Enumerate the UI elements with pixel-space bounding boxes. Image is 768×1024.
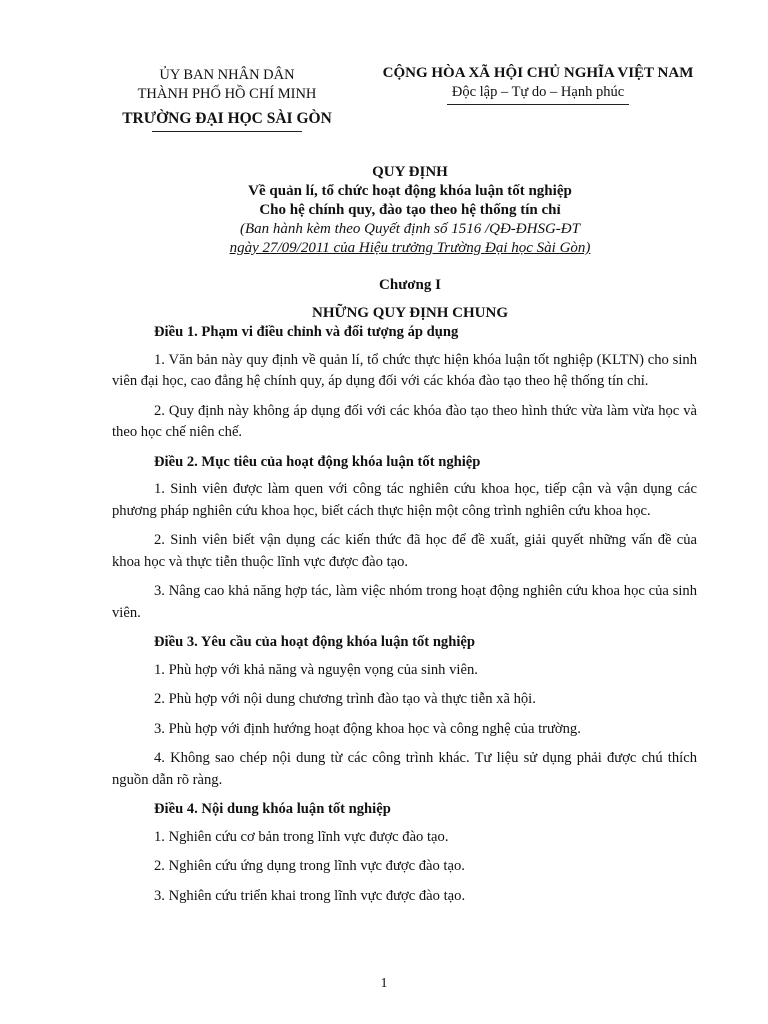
issuing-authority-block xyxy=(108,66,346,132)
paragraph: 1. Văn bản này quy định về quản lí, tổ chức thực hiện khóa luận tốt nghiệp (KLTN) cho sinh viên đại học, cao đẳng hệ chính quy, áp dụng đối với các khóa đào tạo theo hệ thống tín chỉ. xyxy=(112,351,697,389)
chapter-heading xyxy=(110,274,710,324)
article-heading: Điều 2. Mục tiêu của hoạt động khóa luận tốt nghiệp xyxy=(154,453,481,470)
document-title: QUY ĐỊNH xyxy=(372,164,448,180)
page-number: 1 xyxy=(380,976,388,991)
document-body xyxy=(112,318,697,915)
paragraph: 1. Nghiên cứu cơ bản trong lĩnh vực được đào tạo. xyxy=(154,828,449,845)
paragraph: 4. Không sao chép nội dung từ các công trình khác. Tư liệu sử dụng phải được chú thích nguồn dẫn rõ ràng. xyxy=(112,750,697,788)
document-subtitle-1: Về quản lí, tổ chức hoạt động khóa luận tốt nghiệp xyxy=(248,183,572,199)
paragraph: 3. Nâng cao khả năng hợp tác, làm việc nhóm trong hoạt động nghiên cứu khoa học của sinh viên. xyxy=(112,583,697,621)
article-heading: Điều 1. Phạm vi điều chỉnh và đối tượng áp dụng xyxy=(154,324,459,340)
authority-underline xyxy=(152,131,302,132)
paragraph: 1. Sinh viên được làm quen với công tác nghiên cứu khoa học, tiếp cận và vận dụng các phương pháp nghiên cứu khoa học, biết cách thực hiện một công trình nghiên cứu khoa học. xyxy=(112,481,697,519)
chapter-name: NHỮNG QUY ĐỊNH CHUNG xyxy=(312,305,508,321)
paragraph: 3. Nghiên cứu triển khai trong lĩnh vực được đào tạo. xyxy=(154,887,466,904)
national-motto-block xyxy=(352,64,724,105)
document-subtitle-2: Cho hệ chính quy, đào tạo theo hệ thống tín chỉ xyxy=(259,202,561,218)
authority-line-1: ỦY BAN NHÂN DÂN xyxy=(159,67,295,83)
issuance-note-2: ngày 27/09/2011 của Hiệu trưởng Trường Đại học Sài Gòn) xyxy=(229,240,591,256)
motto-underline xyxy=(447,104,629,105)
national-motto: Độc lập – Tự do – Hạnh phúc xyxy=(451,84,625,100)
paragraph: 1. Phù hợp với khả năng và nguyện vọng của sinh viên. xyxy=(154,661,478,678)
paragraph: 2. Phù hợp với nội dung chương trình đào tạo và thực tiễn xã hội. xyxy=(154,691,536,707)
paragraph: 2. Sinh viên biết vận dụng các kiến thức đã học để đề xuất, giải quyết những vấn đề của khoa học và thực tiễn thuộc lĩnh vực được đào tạo. xyxy=(112,532,697,570)
authority-line-2: THÀNH PHỐ HỒ CHÍ MINH xyxy=(137,86,317,102)
paragraph: 2. Nghiên cứu ứng dụng trong lĩnh vực được đào tạo. xyxy=(154,858,465,874)
issuance-note-1: (Ban hành kèm theo Quyết định số 1516 /QĐ-ĐHSG-ĐT xyxy=(240,221,580,237)
article-heading: Điều 3. Yêu cầu của hoạt động khóa luận tốt nghiệp xyxy=(154,634,475,650)
university-name: TRƯỜNG ĐẠI HỌC SÀI GÒN xyxy=(122,110,332,127)
document-title-block xyxy=(110,163,710,258)
paragraph: 2. Quy định này không áp dụng đối với các khóa đào tạo theo hình thức vừa làm vừa học và theo học chế niên chế. xyxy=(112,402,697,440)
paragraph: 3. Phù hợp với định hướng hoạt động khoa học và công nghệ của trường. xyxy=(154,720,581,737)
national-title: CỘNG HÒA XÃ HỘI CHỦ NGHĨA VIỆT NAM xyxy=(382,65,694,81)
article-heading: Điều 4. Nội dung khóa luận tốt nghiệp xyxy=(154,801,391,817)
chapter-label: Chương I xyxy=(379,277,441,293)
